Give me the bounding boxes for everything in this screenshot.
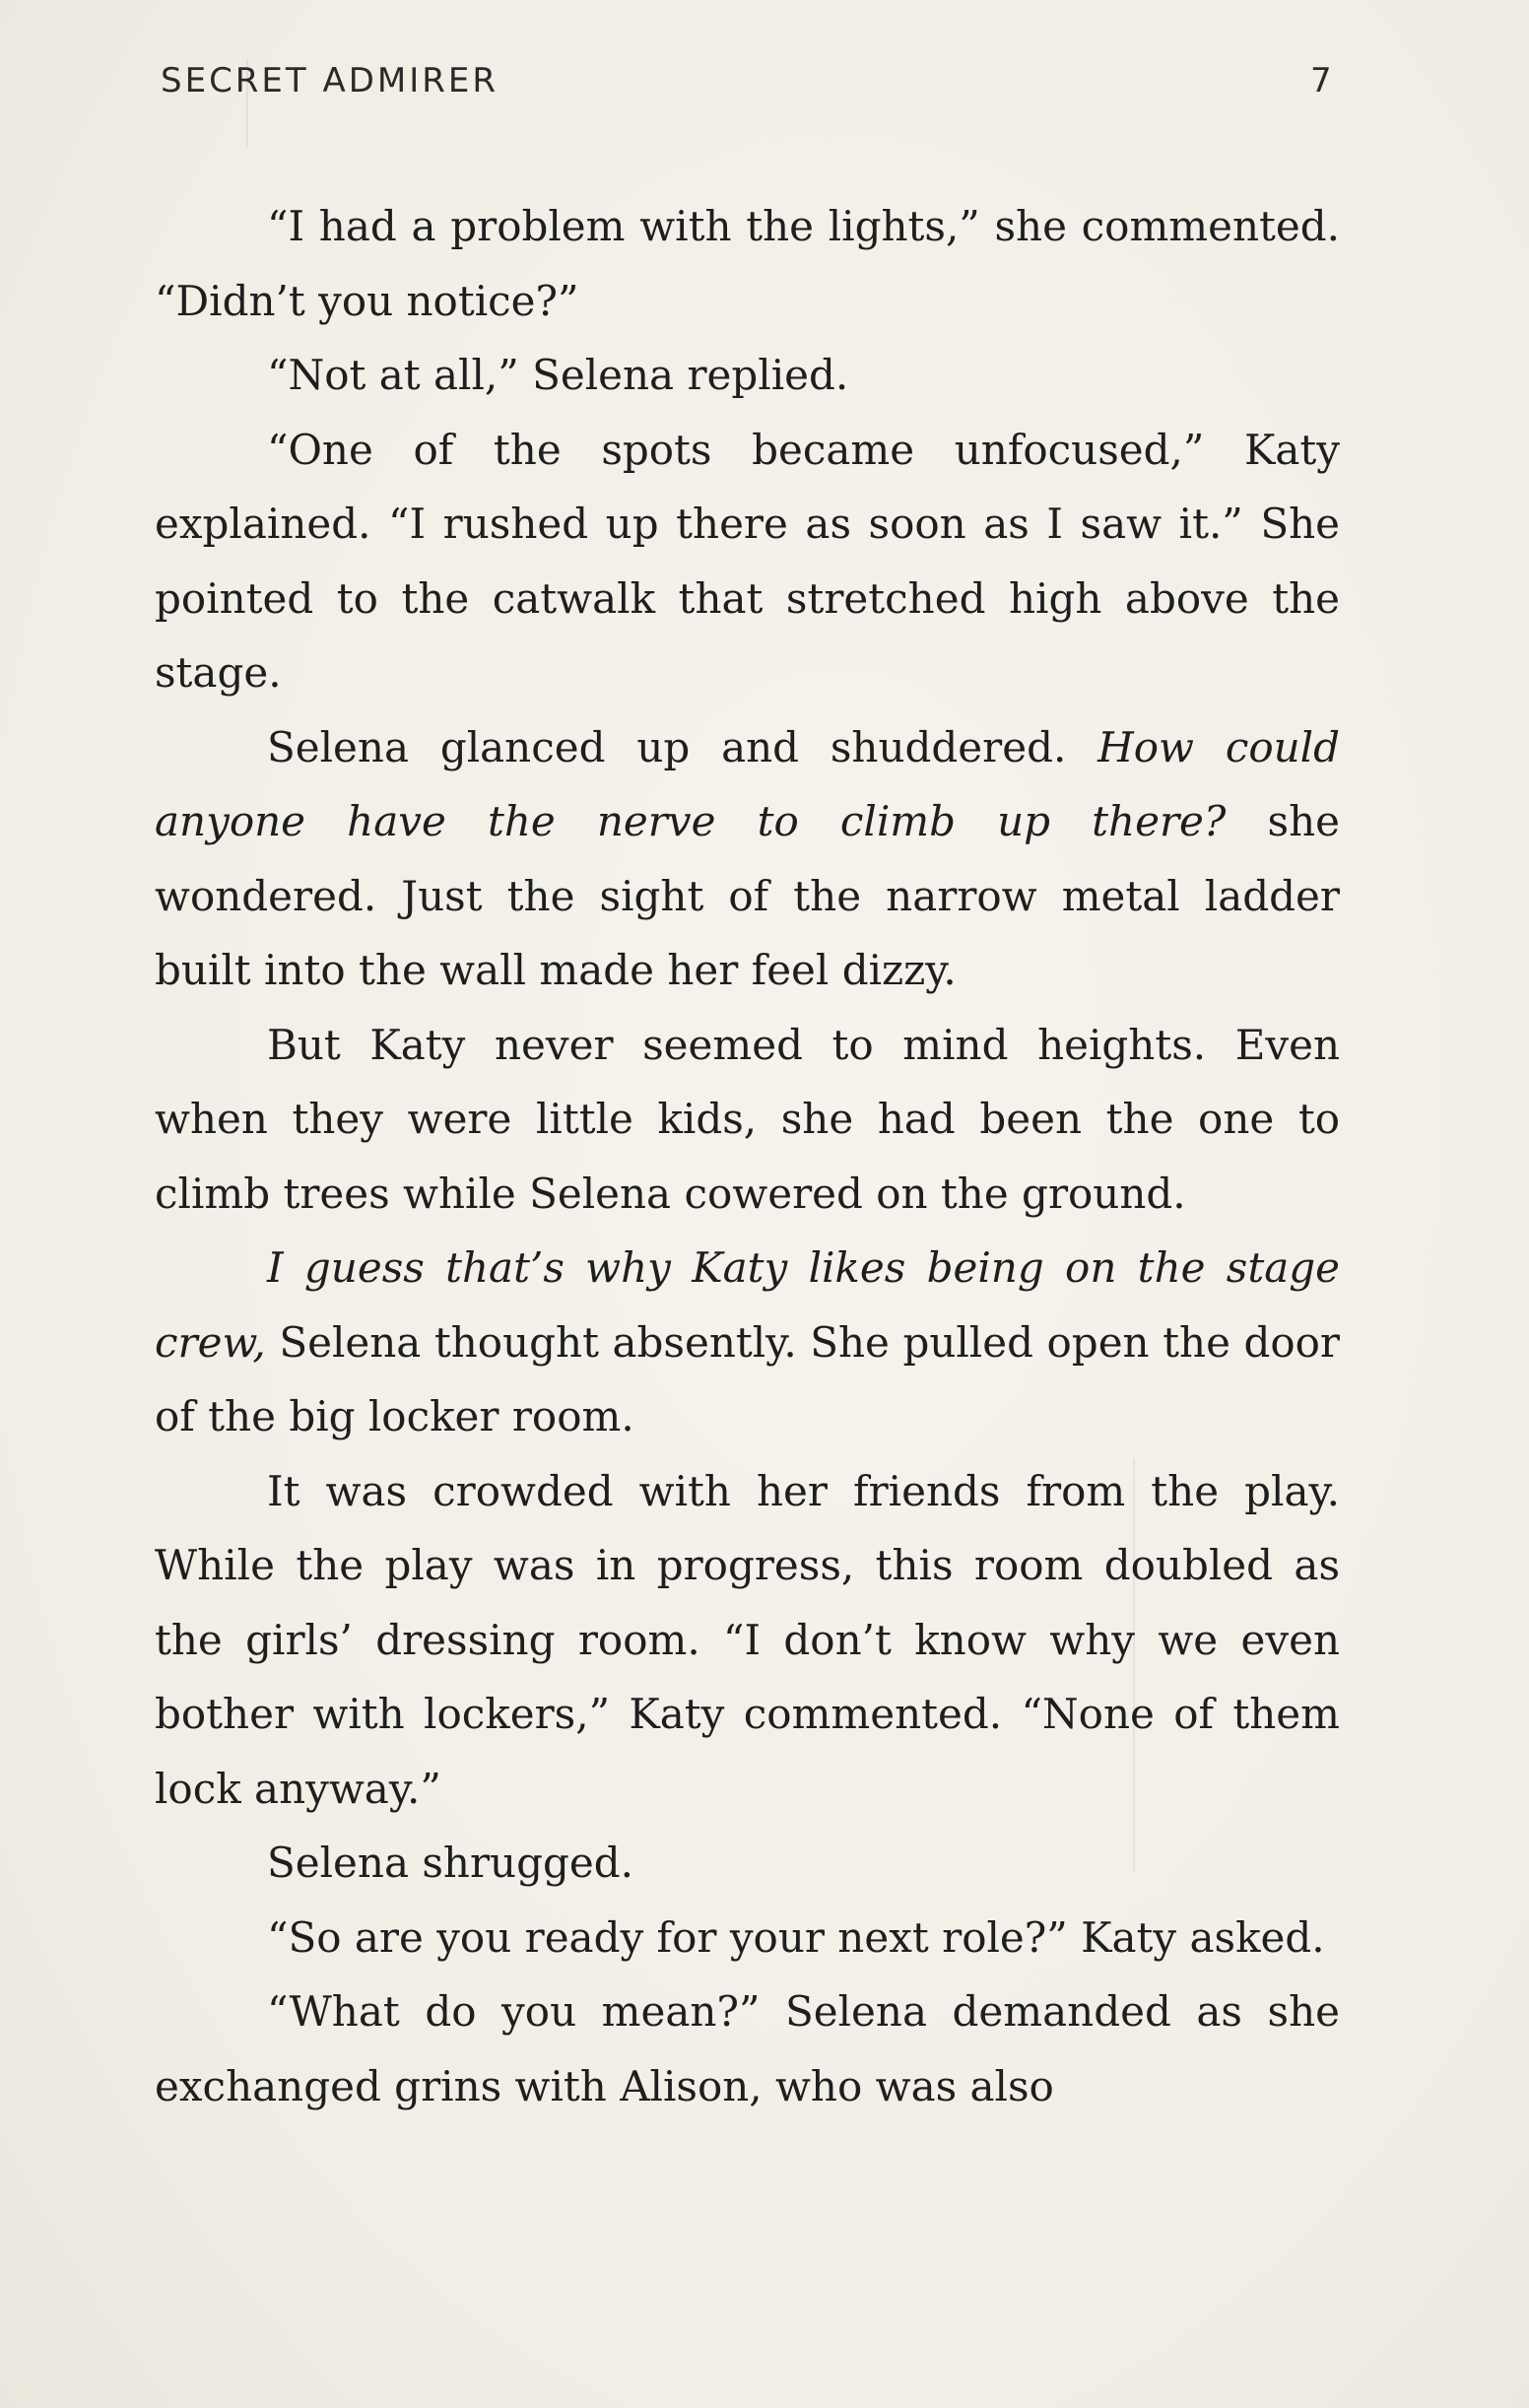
running-title: SECRET ADMIRER: [161, 61, 499, 100]
paragraph: [155, 710, 1340, 1008]
paragraph-text: Selena thought absently. She pulled open the door of the big locker room.: [155, 1317, 1340, 1440]
paragraph: Selena shrugged.: [267, 1839, 633, 1887]
page-number: 7: [1310, 61, 1332, 100]
paragraph: “One of the spots became unfocused,” Katy explained. “I rushed up there as soon as I saw it.” She pointed to the catwalk that stretched high above the stage.: [155, 425, 1340, 697]
paragraph: “Not at all,” Selena replied.: [267, 351, 849, 399]
paragraph-text: she wondered. Just the sight of the narrow metal ladder built into the wall made her feel dizzy.: [155, 797, 1340, 994]
paragraph: But Katy never seemed to mind heights. Even when they were little kids, she had been the one to climb trees while Selena cowered on the ground.: [155, 1020, 1340, 1218]
paragraph: “What do you mean?” Selena demanded as she exchanged grins with Alison, who was also: [155, 1987, 1340, 2110]
italic-thought: How could anyone have the nerve to climb up there?: [155, 722, 1340, 845]
paragraph-text: Selena glanced up and shuddered.: [267, 722, 1098, 771]
italic-thought: I guess that’s why Katy likes being on the stage crew,: [155, 1243, 1340, 1367]
paragraph: It was crowded with her friends from the play. While the play was in progress, this room doubled as the girls’ dressing room. “I don’t know why we even bother with lockers,” Katy commented. “None of them lock anyway.”: [155, 1466, 1340, 1813]
paragraph: “So are you ready for your next role?” Katy asked.: [267, 1912, 1325, 1962]
body-text: [155, 189, 1340, 2123]
paragraph: “I had a problem with the lights,” she commented. “Didn’t you notice?”: [155, 202, 1340, 325]
paragraph: [155, 1231, 1340, 1454]
